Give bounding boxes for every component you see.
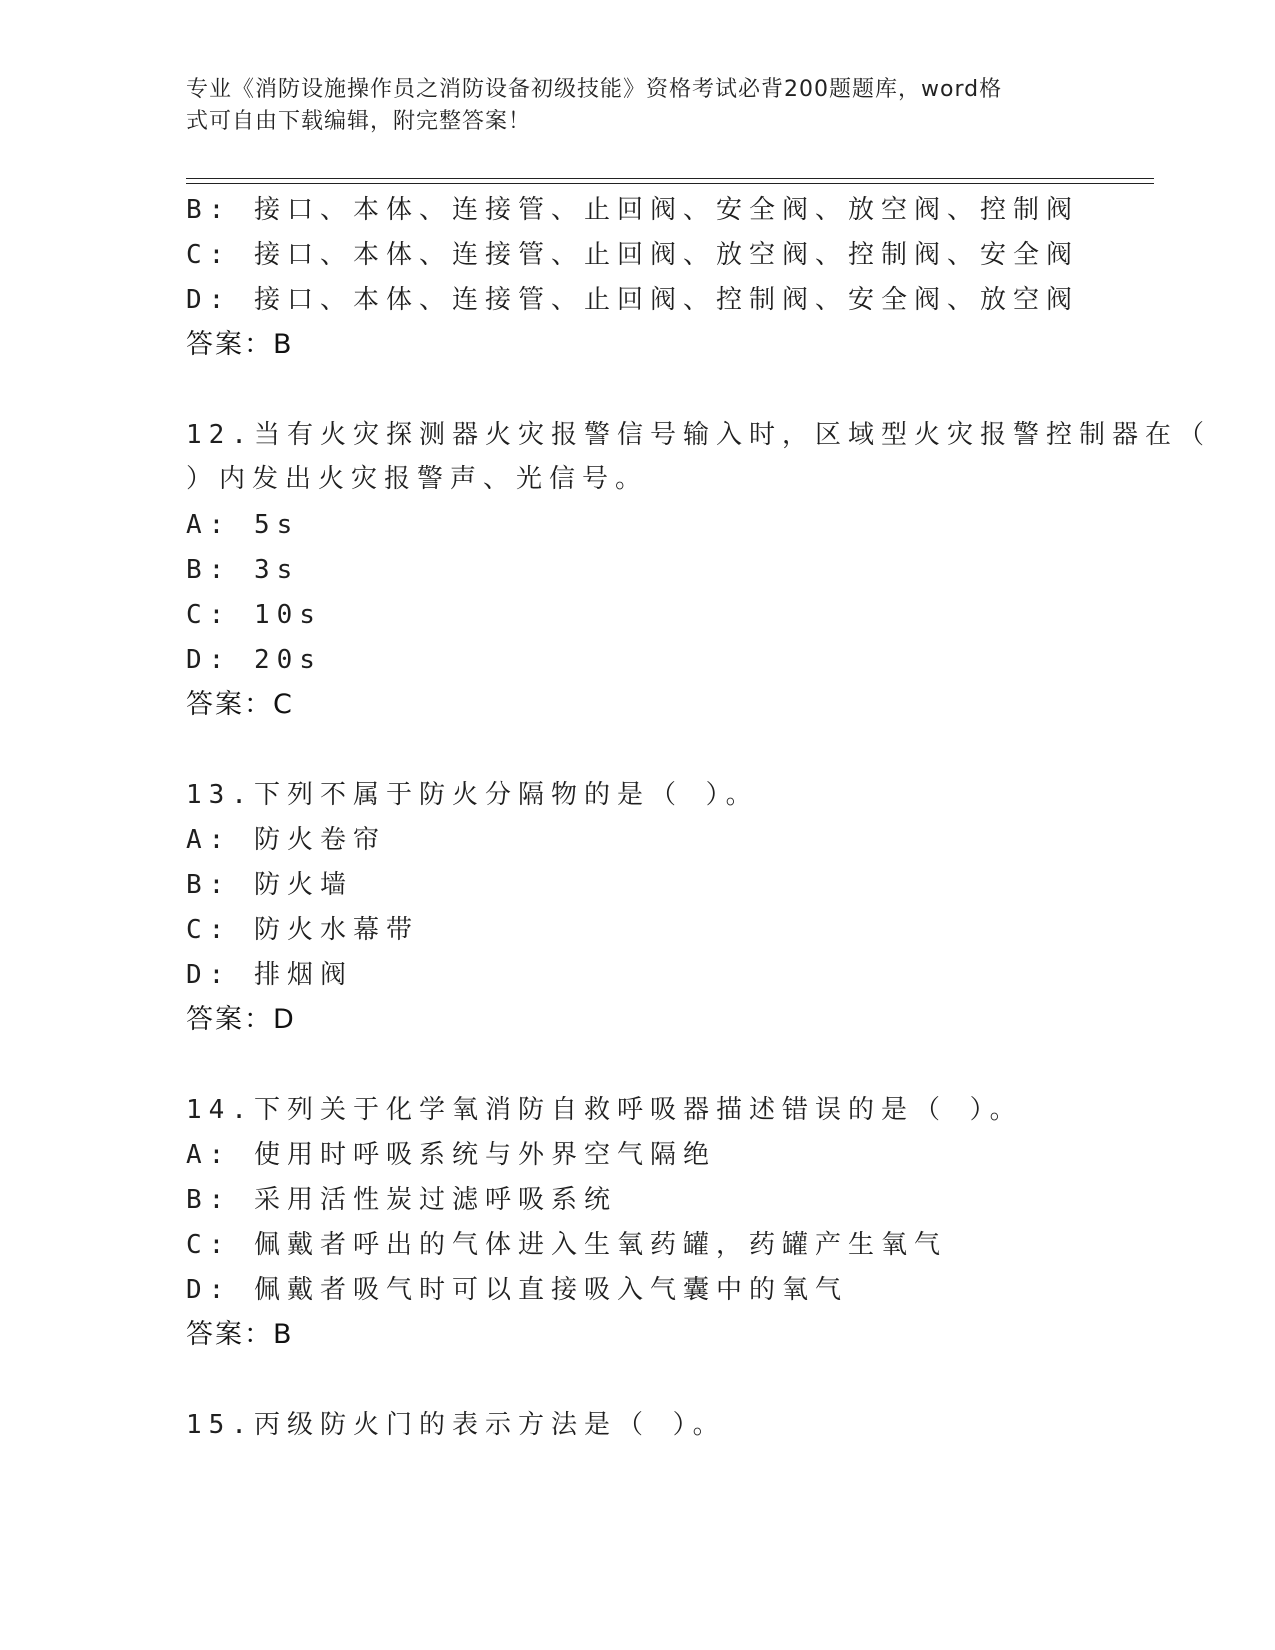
q12-option-b: B: 3s bbox=[186, 555, 300, 585]
q11-answer: 答案：B bbox=[186, 329, 294, 360]
q12-option-c: C: 10s bbox=[186, 600, 322, 630]
q14-option-d: D: 佩戴者吸气时可以直接吸入气囊中的氧气 bbox=[186, 1275, 848, 1305]
header-rule-bottom bbox=[186, 183, 1154, 184]
q14-option-c: C: 佩戴者呼出的气体进入生氧药罐，药罐产生氧气 bbox=[186, 1230, 947, 1260]
q11-option-b: B: 接口、本体、连接管、止回阀、安全阀、放空阀、控制阀 bbox=[186, 195, 1079, 225]
document-header bbox=[186, 74, 1066, 138]
q12-option-d: D: 20s bbox=[186, 645, 322, 675]
header-line-2: 式可自由下载编辑，附完整答案！ bbox=[186, 109, 532, 134]
q11-option-c: C: 接口、本体、连接管、止回阀、放空阀、控制阀、安全阀 bbox=[186, 240, 1079, 270]
q14-stem: 14.下列关于化学氧消防自救呼吸器描述错误的是（ ）。 bbox=[186, 1095, 1023, 1125]
q15-stem: 15.丙级防火门的表示方法是（ ）。 bbox=[186, 1410, 726, 1440]
q12-option-a: A: 5s bbox=[186, 510, 300, 540]
header-rule-top bbox=[186, 178, 1154, 179]
q13-option-b: B: 防火墙 bbox=[186, 870, 353, 900]
q14-option-b: B: 采用活性炭过滤呼吸系统 bbox=[186, 1185, 617, 1215]
q12-stem-line-1: 12.当有火灾探测器火灾报警信号输入时，区域型火灾报警控制器在（ bbox=[186, 420, 1211, 450]
q13-option-d: D: 排烟阀 bbox=[186, 960, 353, 990]
q13-answer: 答案：D bbox=[186, 1004, 296, 1035]
q13-option-c: C: 防火水幕带 bbox=[186, 915, 419, 945]
q14-answer: 答案：B bbox=[186, 1319, 294, 1350]
q12-answer: 答案：C bbox=[186, 689, 294, 720]
q11-option-d: D: 接口、本体、连接管、止回阀、控制阀、安全阀、放空阀 bbox=[186, 285, 1079, 315]
header-line-1: 专业《消防设施操作员之消防设备初级技能》资格考试必背200题题库，word格 bbox=[186, 77, 1003, 102]
q13-option-a: A: 防火卷帘 bbox=[186, 825, 386, 855]
q12-stem-line-2: ）内发出火灾报警声、光信号。 bbox=[186, 464, 649, 494]
q14-option-a: A: 使用时呼吸系统与外界空气隔绝 bbox=[186, 1140, 716, 1170]
q13-stem: 13.下列不属于防火分隔物的是（ ）。 bbox=[186, 780, 759, 810]
